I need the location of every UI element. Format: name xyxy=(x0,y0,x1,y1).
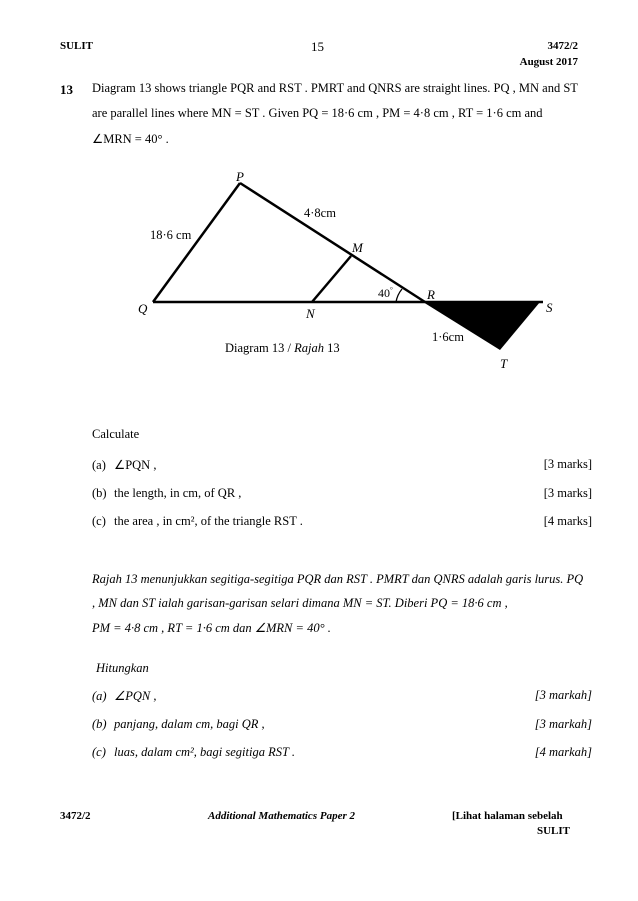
angle-value: 40 xyxy=(378,286,390,300)
question-line-1: Diagram 13 shows triangle PQR and RST . PMRT and QNRS are straight lines. PQ , MN and ST xyxy=(92,81,578,95)
item-b-my xyxy=(92,717,592,732)
header-sulit: SULIT xyxy=(60,40,94,52)
item-c-en xyxy=(92,514,592,529)
item-marks: [3 markah] xyxy=(534,688,592,702)
item-label: (a) xyxy=(92,458,106,472)
footer-title: Additional Mathematics Paper 2 xyxy=(208,810,355,822)
item-text: the length, in cm, of QR , xyxy=(114,486,242,500)
question-line-3: ∠MRN = 40° . xyxy=(92,132,169,146)
page-number: 15 xyxy=(311,39,324,54)
exam-date: August 2017 xyxy=(519,56,578,68)
item-c-my xyxy=(92,745,592,760)
line-pq xyxy=(153,183,240,302)
item-b-en xyxy=(92,486,592,501)
line-pmr xyxy=(240,183,425,302)
item-text: the area , in cm², of the triangle RST . xyxy=(114,514,303,528)
caption-malay: Rajah xyxy=(294,341,324,355)
footer-code: 3472/2 xyxy=(60,810,91,822)
item-a-my xyxy=(92,688,592,704)
degree-mark: ° xyxy=(390,286,393,294)
item-label: (b) xyxy=(92,486,107,500)
item-marks: [4 marks] xyxy=(543,514,592,528)
item-label: (b) xyxy=(92,717,107,731)
question-number: 13 xyxy=(60,82,73,97)
item-marks: [3 markah] xyxy=(534,717,592,731)
label-s: S xyxy=(546,300,553,315)
item-text: luas, dalam cm², bagi segitiga RST . xyxy=(114,745,295,759)
footer-next-page: [Lihat halaman sebelah xyxy=(452,810,563,822)
paper-code: 3472/2 xyxy=(547,40,578,52)
label-t: T xyxy=(500,356,508,371)
diagram-13 xyxy=(0,0,638,400)
label-r: R xyxy=(427,287,435,302)
label-pq-length: 18·6 cm xyxy=(150,228,192,242)
calculate-heading: Calculate xyxy=(92,427,140,441)
item-text: panjang, dalam cm, bagi QR , xyxy=(114,717,265,731)
malay-line-3: PM = 4·8 cm , RT = 1·6 cm dan ∠MRN = 40° . xyxy=(92,621,331,635)
diagram-caption xyxy=(225,342,340,355)
item-a-en xyxy=(92,457,592,473)
item-label: (c) xyxy=(92,514,106,528)
label-rt-length: 1·6cm xyxy=(432,330,464,344)
malay-line-1: Rajah 13 menunjukkan segitiga-segitiga PQR dan RST . PMRT dan QNRS adalah garis lurus. PQ xyxy=(92,572,584,586)
item-text: ∠PQN , xyxy=(114,458,157,472)
caption-number: 13 xyxy=(323,341,340,355)
caption-english: Diagram 13 / xyxy=(225,341,295,355)
malay-line-2: , MN dan ST ialah garisan-garisan selari dimana MN = ST. Diberi PQ = 18·6 cm , xyxy=(92,596,508,610)
line-mn xyxy=(312,256,351,302)
question-line-2: are parallel lines where MN = ST . Given PQ = 18·6 cm , PM = 4·8 cm , RT = 1·6 cm and xyxy=(92,106,543,120)
item-text: ∠PQN , xyxy=(114,689,157,703)
item-marks: [3 marks] xyxy=(543,457,592,471)
label-n: N xyxy=(306,306,315,321)
angle-arc xyxy=(396,289,402,302)
item-marks: [4 markah] xyxy=(534,745,592,759)
label-pm-length: 4·8cm xyxy=(304,206,336,220)
label-m: M xyxy=(352,240,363,255)
item-marks: [3 marks] xyxy=(543,486,592,500)
label-q: Q xyxy=(138,301,148,316)
label-p: P xyxy=(236,169,244,184)
item-label: (a) xyxy=(92,689,107,703)
hitungkan-heading: Hitungkan xyxy=(96,661,149,675)
label-angle-40 xyxy=(378,286,393,300)
item-label: (c) xyxy=(92,745,106,759)
footer-sulit: SULIT xyxy=(536,825,570,837)
